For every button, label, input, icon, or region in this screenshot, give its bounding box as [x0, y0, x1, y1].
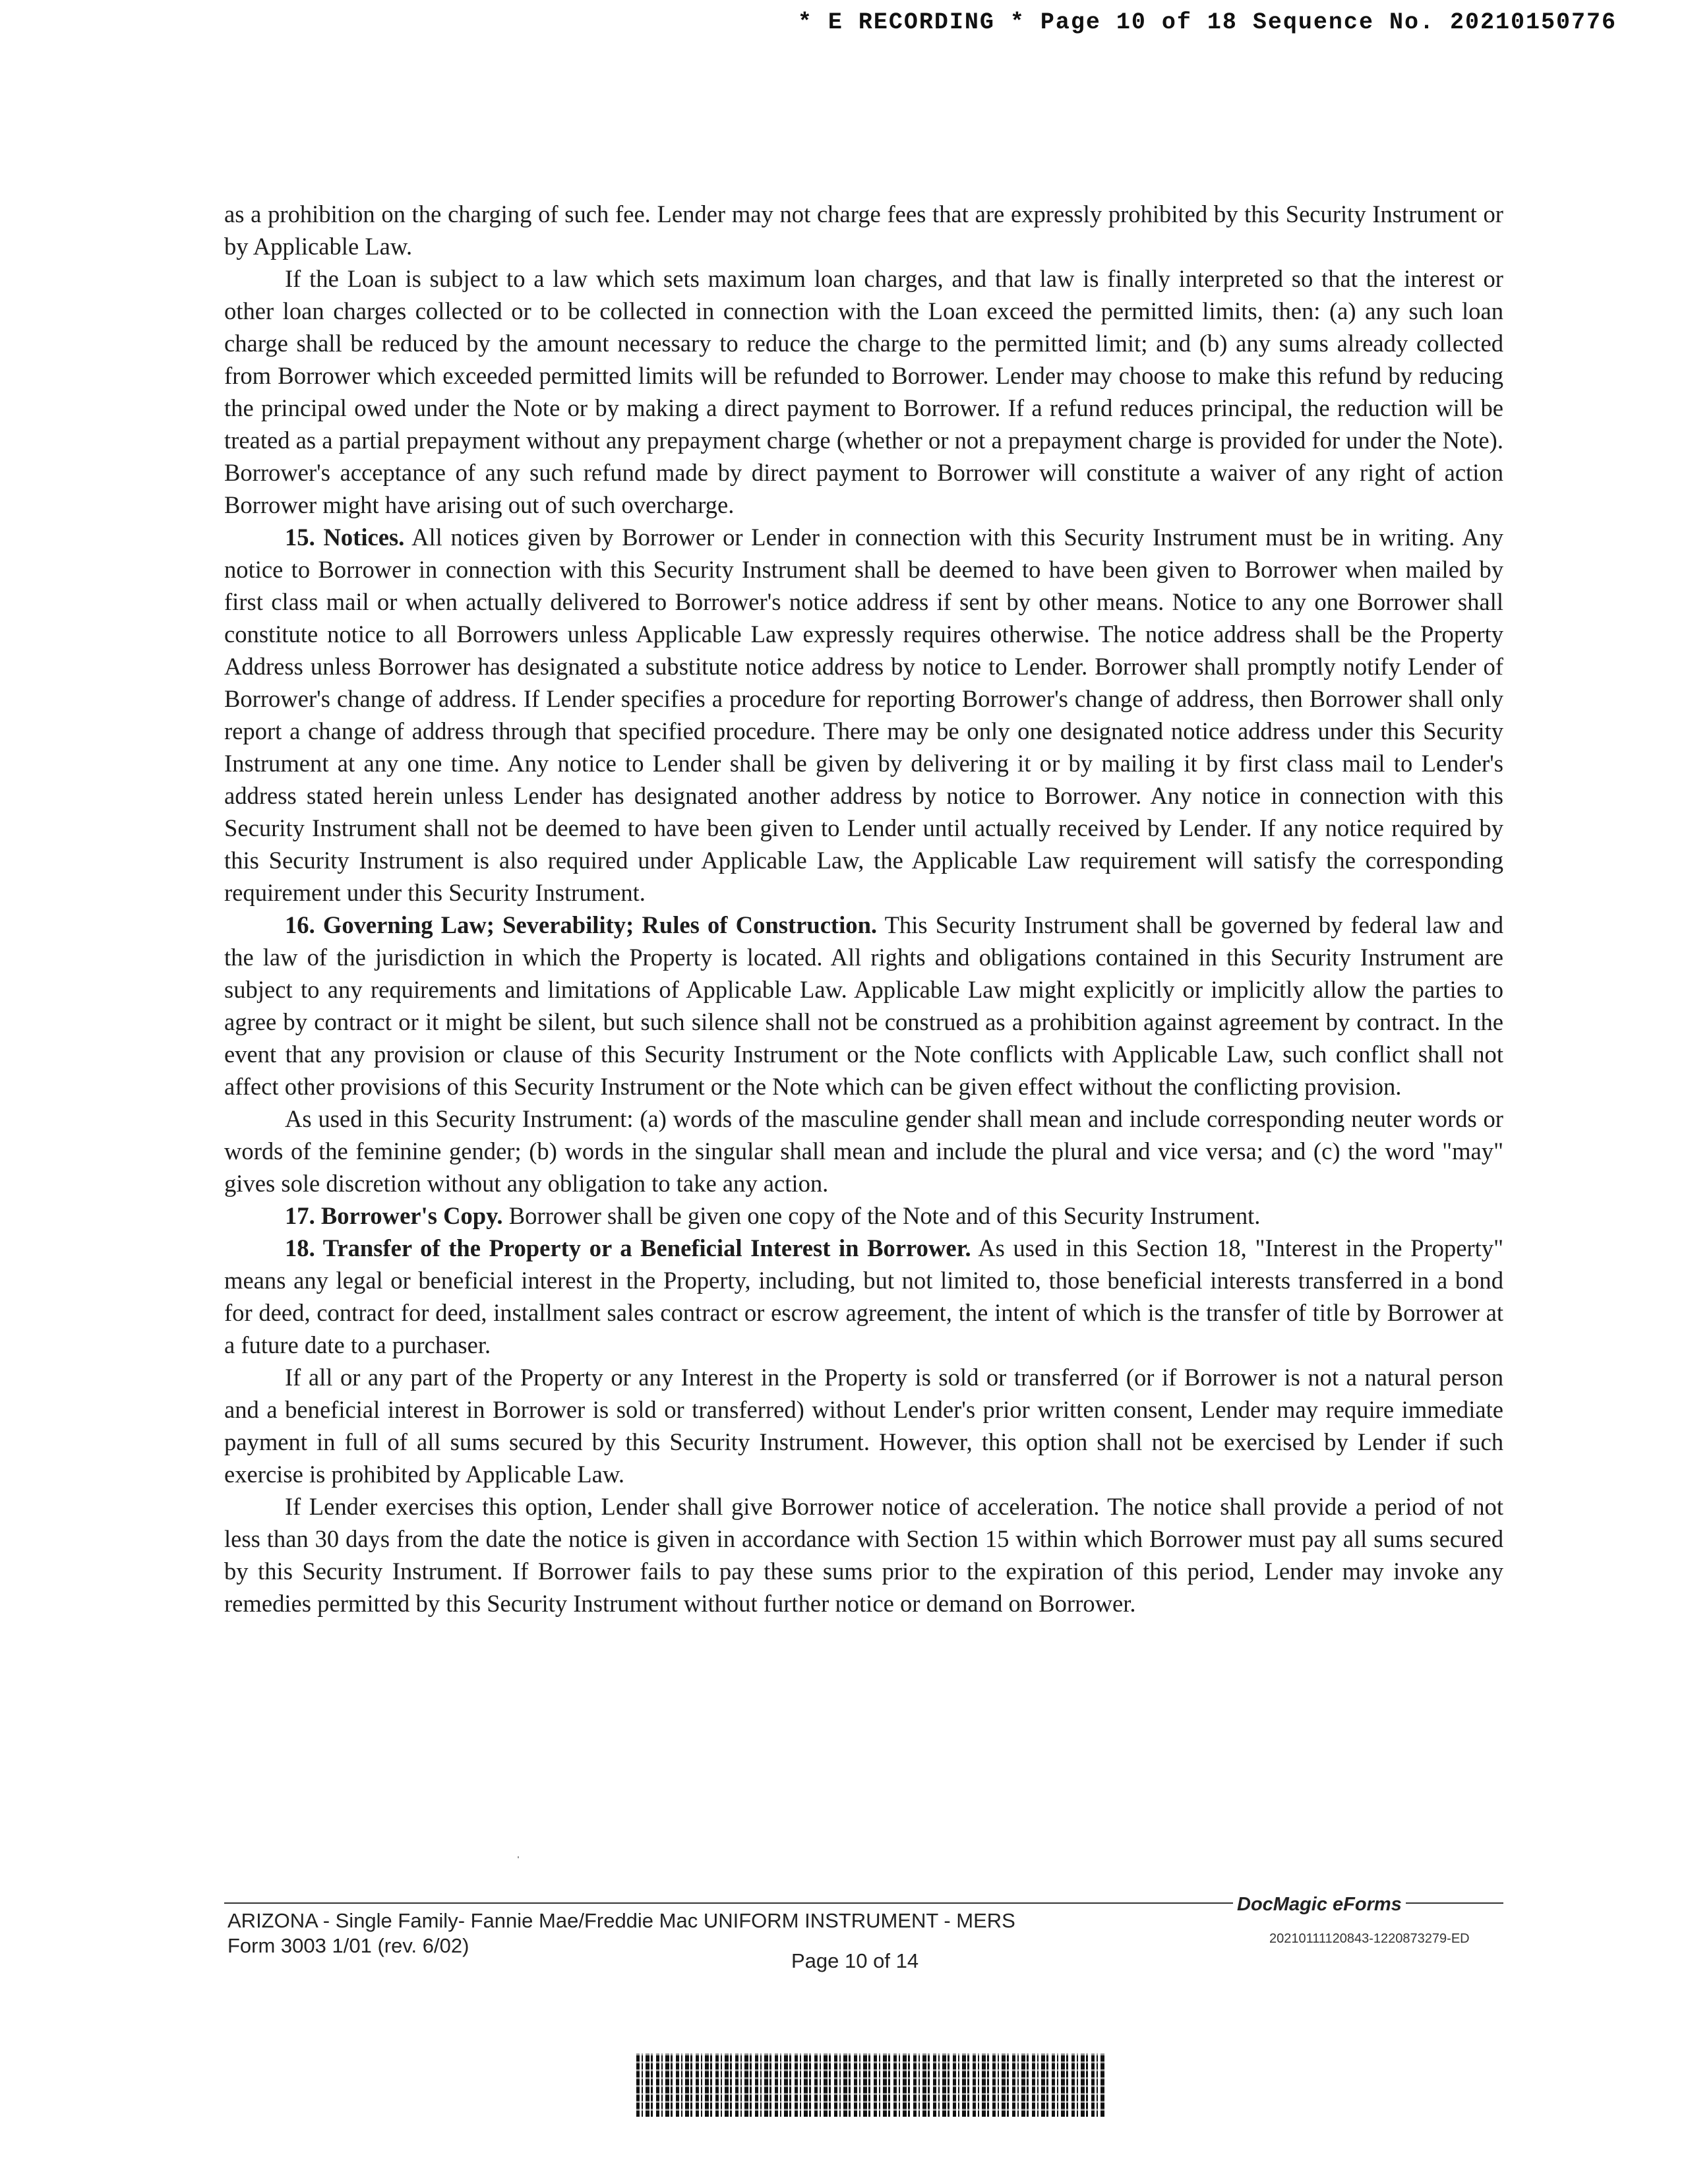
section-18-text: As used in this Section 18, "Interest in the Property" means any legal or beneficial interest in the Property, including, but not limited to, those beneficial interests transferred in a bond for deed, contract for deed, installment sales contract or escrow agreement, the intent of which is the transfer of title by Borrower at a future date to a purchaser. — [224, 1234, 1503, 1358]
barcode-icon — [636, 2053, 1104, 2117]
section-15-heading: 15. Notices. — [285, 524, 405, 551]
section-17-borrowers-copy — [224, 1199, 1503, 1232]
section-17-text: Borrower shall be given one copy of the Note and of this Security Instrument. — [508, 1202, 1261, 1229]
document-body — [224, 198, 1503, 1620]
section-16-text: This Security Instrument shall be governed by federal law and the law of the jurisdiction in which the Property is located. All rights and obligations contained in this Security Instrument are subject to any requirements and limitations of Applicable Law. Applicable Law might explicitly or implicitly allow the parties to agree by contract or it might be silent, but such silence shall not be construed as a prohibition against agreement by contract. In the event that any provision or clause of this Security Instrument or the Note conflicts with Applicable Law, such conflict shall not affect other provisions of this Security Instrument or the Note which can be given effect without the conflicting provision. — [224, 911, 1503, 1100]
paragraph-transfer-consent: If all or any part of the Property or any Interest in the Property is sold or transferred (or if Borrower is not a natural person and a beneficial interest in Borrower is sold or transferred) without Lender's prior written consent, Lender may require immediate payment in full of all sums secured by this Security Instrument. However, this option shall not be exercised by Lender if such exercise is prohibited by Applicable Law. — [224, 1364, 1503, 1488]
recording-header: * E RECORDING * Page 10 of 18 Sequence No. 20210150776 — [797, 9, 1617, 36]
form-title: ARIZONA - Single Family- Fannie Mae/Freddie Mac UNIFORM INSTRUMENT - MERS — [227, 1909, 1015, 1932]
section-16-heading: 16. Governing Law; Severability; Rules of Construction. — [285, 911, 878, 938]
section-15-text: All notices given by Borrower or Lender in connection with this Security Instrument must be in writing. Any notice to Borrower in connection with this Security Instrument shall be deemed to have been given to Borrower when mailed by first class mail or when actually delivered to Borrower's notice address if sent by other means. Notice to any one Borrower shall constitute notice to all Borrowers unless Applicable Law expressly requires otherwise. The notice address shall be the Property Address unless Borrower has designated a substitute notice address by notice to Lender. Borrower shall promptly notify Lender of Borrower's change of address. If Lender specifies a procedure for reporting Borrower's change of address, then Borrower shall only report a change of address through that specified procedure. There may be only one designated notice address under this Security Instrument at any one time. Any notice to Lender shall be given by delivering it or by mailing it by first class mail to Lender's address stated herein unless Lender has designated another address by notice to Borrower. Any notice in connection with this Security Instrument shall not be deemed to have been given to Lender until actually received by Lender. If any notice required by this Security Instrument is also required under Applicable Law, the Applicable Law requirement will satisfy the corresponding requirement under this Security Instrument. — [224, 524, 1503, 906]
paragraph-construction-rules: As used in this Security Instrument: (a) words of the masculine gender shall mean and include corresponding neuter words or words of the feminine gender; (b) words in the singular shall mean and include the plural and vice versa; and (c) the word "may" gives sole discretion without any obligation to take any action. — [224, 1105, 1503, 1197]
paragraph-loan-charges: If the Loan is subject to a law which sets maximum loan charges, and that law is finally interpreted so that the interest or other loan charges collected or to be collected in connection with the Loan exceed the permitted limits, then: (a) any such loan charge shall be reduced by the amount necessary to reduce the charge to the permitted limit; and (b) any sums already collected from Borrower which exceeded permitted limits will be refunded to Borrower. Lender may choose to make this refund by reducing the principal owed under the Note or by making a direct payment to Borrower. If a refund reduces principal, the reduction will be treated as a partial prepayment without any prepayment charge (whether or not a prepayment charge is provided for under the Note). Borrower's acceptance of any such refund made by direct payment to Borrower will constitute a waiver of any right of action Borrower might have arising out of such overcharge. — [224, 265, 1503, 518]
section-18-transfer — [224, 1232, 1503, 1361]
section-18-heading: 18. Transfer of the Property or a Beneficial Interest in Borrower. — [285, 1234, 971, 1261]
document-code: 20210111120843-1220873279-ED — [1269, 1931, 1470, 1946]
scan-speck — [518, 1856, 519, 1858]
page-number: Page 10 of 14 — [791, 1949, 919, 1972]
form-number: Form 3003 1/01 (rev. 6/02) — [227, 1934, 469, 1957]
section-15-notices — [224, 521, 1503, 909]
paragraph-fee-continuation: as a prohibition on the charging of such fee. Lender may not charge fees that are expressly prohibited by this Security Instrument or by Applicable Law. — [224, 200, 1503, 260]
paragraph-acceleration-notice: If Lender exercises this option, Lender shall give Borrower notice of acceleration. The notice shall provide a period of not less than 30 days from the date the notice is given in accordance with Section 15 within which Borrower must pay all sums secured by this Security Instrument. If Borrower fails to pay these sums prior to the expiration of this period, Lender may invoke any remedies permitted by this Security Instrument without further notice or demand on Borrower. — [224, 1493, 1503, 1617]
section-16-governing-law — [224, 909, 1503, 1103]
section-17-heading: 17. Borrower's Copy. — [285, 1202, 503, 1229]
docmagic-brand: DocMagic eForms — [1233, 1894, 1406, 1916]
